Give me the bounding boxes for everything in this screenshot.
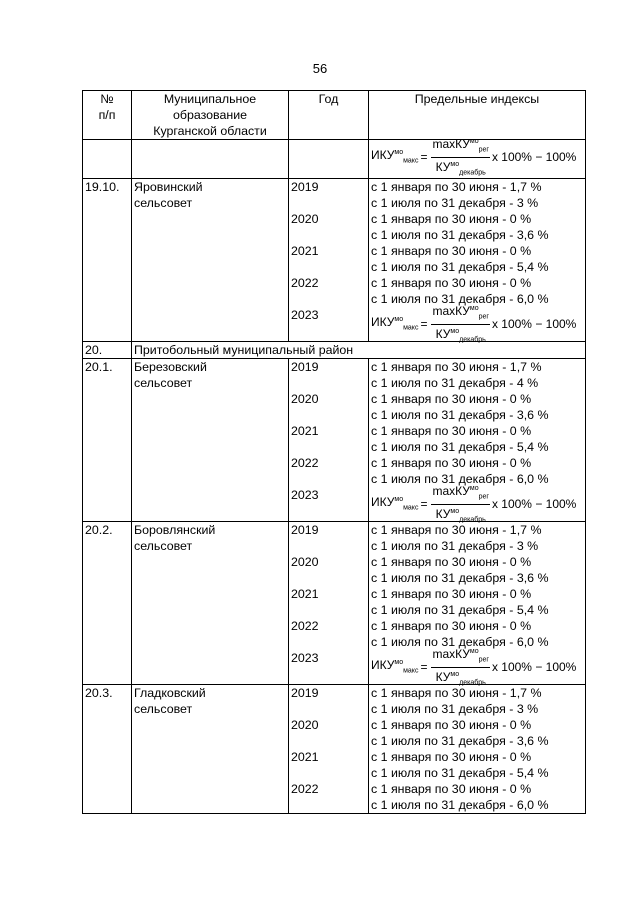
year-value: 2022 bbox=[291, 619, 319, 633]
formula-lhs: $ИКУ^{мо}_{макс}$ bbox=[371, 314, 419, 332]
year-value: 2021 bbox=[291, 244, 319, 258]
header-municipality: Муниципальное образование Курганской области bbox=[132, 91, 289, 140]
section-num: 20. bbox=[83, 342, 132, 359]
year-value: 2019 bbox=[291, 686, 319, 700]
index-line: с 1 января по 30 июня - 0 % bbox=[371, 750, 532, 764]
formula-fraction bbox=[431, 645, 489, 689]
header-year: Год bbox=[289, 91, 369, 140]
year-value: 2021 bbox=[291, 424, 319, 438]
row-indices bbox=[369, 522, 586, 685]
index-line: с 1 января по 30 июня - 0 % bbox=[371, 244, 532, 258]
index-line: с 1 января по 30 июня - 0 % bbox=[371, 424, 532, 438]
formula-denominator: $КУ^{мо}_{декабрь}$ bbox=[435, 669, 486, 686]
formula-tail: x 100% − 100% bbox=[491, 150, 577, 164]
index-line: с 1 июля по 31 декабря - 6,0 % bbox=[371, 798, 549, 812]
row-years bbox=[289, 359, 369, 522]
row-years bbox=[289, 685, 369, 814]
formula-numerator: maxКУ$^{мо}_{рег}$ bbox=[431, 645, 489, 667]
year-value: 2023 bbox=[291, 308, 319, 322]
year-value: 2023 bbox=[291, 488, 319, 502]
index-line: с 1 июля по 31 декабря - 6,0 % bbox=[371, 472, 549, 486]
index-line: с 1 июля по 31 декабря - 4 % bbox=[371, 376, 539, 390]
year-value: 2020 bbox=[291, 718, 319, 732]
index-line: с 1 января по 30 июня - 1,7 % bbox=[371, 523, 542, 537]
table-body bbox=[83, 91, 586, 814]
row-indices bbox=[369, 359, 586, 522]
year-value: 2020 bbox=[291, 555, 319, 569]
index-line: с 1 июля по 31 декабря - 3,6 % bbox=[371, 408, 549, 422]
row-num: 20.2. bbox=[83, 522, 132, 685]
index-line: с 1 января по 30 июня - 0 % bbox=[371, 392, 532, 406]
row-municipality: Березовский сельсовет bbox=[132, 359, 289, 522]
year-value: 2019 bbox=[291, 180, 319, 194]
index-line: с 1 июля по 31 декабря - 3 % bbox=[371, 539, 539, 553]
year-value: 2022 bbox=[291, 276, 319, 290]
formula-cell bbox=[369, 137, 586, 179]
index-line: с 1 января по 30 июня - 0 % bbox=[371, 587, 532, 601]
index-line: с 1 января по 30 июня - 0 % bbox=[371, 718, 532, 732]
formula-tail: x 100% − 100% bbox=[491, 660, 577, 674]
year-value: 2021 bbox=[291, 587, 319, 601]
year-value: 2022 bbox=[291, 456, 319, 470]
index-line: с 1 января по 30 июня - 0 % bbox=[371, 619, 532, 633]
index-line: с 1 января по 30 июня - 0 % bbox=[371, 276, 532, 290]
year-value: 2020 bbox=[291, 392, 319, 406]
index-line: с 1 июля по 31 декабря - 3,6 % bbox=[371, 571, 549, 585]
index-line: с 1 января по 30 июня - 1,7 % bbox=[371, 360, 542, 374]
year-value: 2020 bbox=[291, 212, 319, 226]
page-number: 56 bbox=[312, 61, 328, 76]
index-line: с 1 января по 30 июня - 1,7 % bbox=[371, 180, 542, 194]
row-formula bbox=[371, 647, 583, 686]
index-line: с 1 января по 30 июня - 0 % bbox=[371, 782, 532, 796]
index-line: с 1 июля по 31 декабря - 5,4 % bbox=[371, 440, 549, 454]
formula-numerator: maxКУ$^{мо}_{рег}$ bbox=[431, 302, 489, 324]
row-years bbox=[289, 179, 369, 342]
index-line: с 1 июля по 31 декабря - 3,6 % bbox=[371, 228, 549, 242]
index-line: с 1 января по 30 июня - 0 % bbox=[371, 212, 532, 226]
index-line: с 1 июля по 31 декабря - 5,4 % bbox=[371, 603, 549, 617]
header-row bbox=[83, 91, 586, 140]
formula-tail: x 100% − 100% bbox=[491, 317, 577, 331]
formula-lhs: $ИКУ^{мо}_{макс}$ bbox=[371, 494, 419, 512]
formula-fraction bbox=[431, 482, 489, 526]
formula-eq: = bbox=[420, 660, 428, 674]
formula-eq: = bbox=[420, 150, 428, 164]
formula-row bbox=[83, 140, 586, 179]
index-line: с 1 января по 30 июня - 0 % bbox=[371, 555, 532, 569]
index-line: с 1 июля по 31 декабря - 3,6 % bbox=[371, 734, 549, 748]
row-years bbox=[289, 522, 369, 685]
row-indices bbox=[369, 179, 586, 342]
formula-lhs: $ИКУ^{мо}_{макс}$ bbox=[371, 657, 419, 675]
table-row bbox=[83, 522, 586, 685]
formula-tail: x 100% − 100% bbox=[491, 497, 577, 511]
year-value: 2022 bbox=[291, 782, 319, 796]
formula-denominator: $КУ^{мо}_{декабрь}$ bbox=[435, 326, 486, 343]
year-value: 2019 bbox=[291, 523, 319, 537]
formula-denominator: $КУ^{мо}_{декабрь}$ bbox=[435, 506, 486, 523]
formula-denominator: $КУ^{мо}_{декабрь}$ bbox=[435, 159, 486, 176]
row-municipality: Яровинский сельсовет bbox=[132, 179, 289, 342]
header-num: № п/п bbox=[83, 91, 132, 140]
index-line: с 1 января по 30 июня - 1,7 % bbox=[371, 686, 542, 700]
indices-table bbox=[82, 90, 586, 814]
index-line: с 1 июля по 31 декабря - 6,0 % bbox=[371, 635, 549, 649]
row-indices bbox=[369, 685, 586, 814]
row-municipality: Боровлянский сельсовет bbox=[132, 522, 289, 685]
formula-eq: = bbox=[420, 317, 428, 331]
index-line: с 1 июля по 31 декабря - 3 % bbox=[371, 196, 539, 210]
formula-fraction bbox=[431, 135, 489, 179]
row-formula bbox=[371, 304, 583, 343]
header-formula bbox=[371, 137, 583, 176]
row-municipality: Гладковский сельсовет bbox=[132, 685, 289, 814]
year-value: 2019 bbox=[291, 360, 319, 374]
row-formula bbox=[371, 484, 583, 523]
index-line: с 1 января по 30 июня - 0 % bbox=[371, 456, 532, 470]
formula-fraction bbox=[431, 302, 489, 346]
table-row bbox=[83, 359, 586, 522]
formula-eq: = bbox=[420, 497, 428, 511]
section-name: Притобольный муниципальный район bbox=[132, 342, 586, 359]
row-num: 19.10. bbox=[83, 179, 132, 342]
header-indices: Предельные индексы bbox=[369, 91, 586, 140]
table-row bbox=[83, 179, 586, 342]
index-line: с 1 июля по 31 декабря - 3 % bbox=[371, 702, 539, 716]
row-num: 20.3. bbox=[83, 685, 132, 814]
row-num: 20.1. bbox=[83, 359, 132, 522]
section-row bbox=[83, 342, 586, 359]
year-value: 2021 bbox=[291, 750, 319, 764]
formula-numerator: maxКУ$^{мо}_{рег}$ bbox=[431, 482, 489, 504]
formula-lhs: $ИКУ^{мо}_{макс}$ bbox=[371, 147, 419, 165]
table-row bbox=[83, 685, 586, 814]
index-line: с 1 июля по 31 декабря - 6,0 % bbox=[371, 292, 549, 306]
formula-numerator: maxКУ$^{мо}_{рег}$ bbox=[431, 135, 489, 157]
year-value: 2023 bbox=[291, 651, 319, 665]
index-line: с 1 июля по 31 декабря - 5,4 % bbox=[371, 260, 549, 274]
index-line: с 1 июля по 31 декабря - 5,4 % bbox=[371, 766, 549, 780]
